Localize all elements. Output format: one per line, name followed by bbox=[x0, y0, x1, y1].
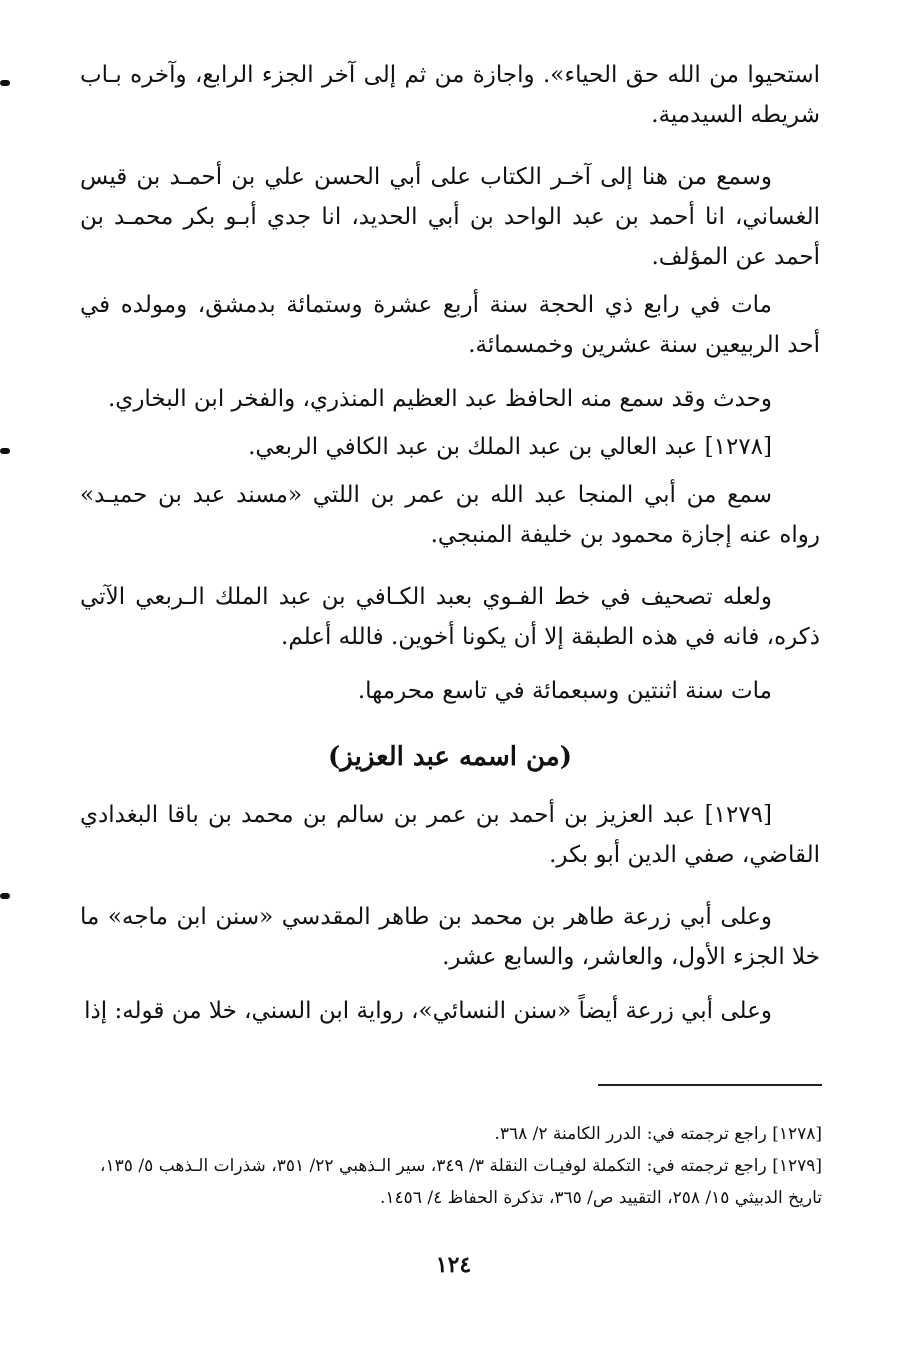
margin-mark bbox=[0, 448, 10, 454]
main-text bbox=[80, 55, 820, 1031]
footnote-divider bbox=[598, 1084, 822, 1086]
paragraph-1279-ibn-majah: وعلى أبي زرعة طاهر بن محمد بن طاهر المقدسي «سنن ابن ماجه» ما خلا الجزء الأول، والعاشر، والسابع عشر. bbox=[80, 904, 820, 970]
paragraph-1278-death: مات سنة اثنتين وسبعمائة في تاسع محرمها. bbox=[357, 678, 772, 704]
paragraph-death: مات في رابع ذي الحجة سنة أربع عشرة وستمائة بدمشق، ومولده في أحد الربيعين سنة عشرين وخمسمائة. bbox=[80, 292, 820, 358]
footnote-1279: [١٢٧٩] راجع ترجمته في: التكملة لوفيـات النقلة ٣/ ٣٤٩، سير الـذهبي ٢٢/ ٣٥١، شذرات الـذهب ٥/ ١٣٥، تاريخ الدبيثي ١٥/ ٢٥٨، التقييد ص/ ٣٦٥، تذكرة الحفاظ ٤/ ١٤٥٦. bbox=[100, 1156, 822, 1208]
paragraph-1278-note: ولعله تصحيف في خط الفـوي بعبد الكـافي بن عبد الملك الـربعي الآتي ذكره، فانه في هذه الطبقة إلا أن يكونا أخوين. فالله أعلم. bbox=[80, 584, 820, 650]
margin-mark bbox=[0, 80, 10, 86]
footnotes bbox=[100, 1118, 822, 1214]
paragraph-sama: وسمع من هنا إلى آخـر الكتاب على أبي الحسن علي بن أحمـد بن قيس الغساني، انا أحمد بن عبد الواحد بن أبي الحديد، انا جدي أبـو بكر محمـد بن أحمد عن المؤلف. bbox=[80, 164, 820, 270]
paragraph-continuation: استحيوا من الله حق الحياء». واجازة من ثم إلى آخر الجزء الرابع، وآخره بـاب شريطه السيدمية. bbox=[80, 62, 820, 128]
footnote-1278: [١٢٧٨] راجع ترجمته في: الدرر الكامنة ٢/ ٣٦٨. bbox=[494, 1124, 822, 1144]
entry-1279-heading: [١٢٧٩] عبد العزيز بن أحمد بن عمر بن سالم بن محمد بن باقا البغدادي القاضي، صفي الدين أبو بكر. bbox=[80, 802, 820, 868]
section-heading: (من اسمه عبد العزيز) bbox=[327, 742, 573, 772]
paragraph-1279-nasai: وعلى أبي زرعة أيضاً «سنن النسائي»، رواية ابن السني، خلا من قوله: إذا bbox=[84, 998, 772, 1024]
margin-mark bbox=[0, 893, 10, 899]
paragraph-1278-sama: سمع من أبي المنجا عبد الله بن عمر بن اللتي «مسند عبد بن حميـد» رواه عنه إجازة محمود بن خليفة المنبجي. bbox=[80, 482, 820, 548]
page-number: ١٢٤ bbox=[435, 1252, 472, 1278]
paragraph-students: وحدث وقد سمع منه الحافظ عبد العظيم المنذري، والفخر ابن البخاري. bbox=[108, 386, 772, 412]
entry-1278-heading: [١٢٧٨] عبد العالي بن عبد الملك بن عبد الكافي الربعي. bbox=[248, 434, 772, 460]
